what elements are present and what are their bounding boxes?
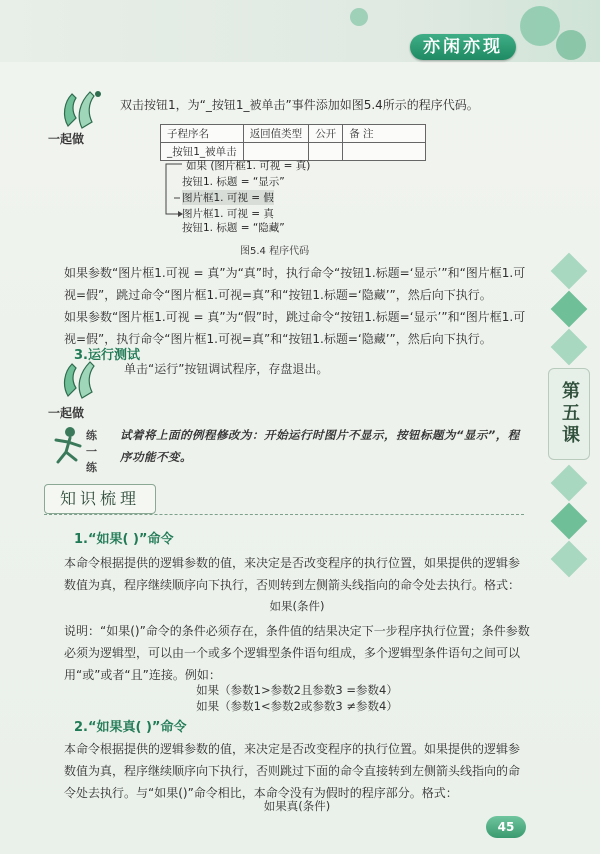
table-cell: _按钮1_被单击 bbox=[161, 143, 244, 161]
code-line: 如果 (图片框1. 可视 = 真) bbox=[186, 160, 311, 172]
decor-diamond bbox=[551, 465, 588, 502]
paragraph-false-case: 如果参数“图片框1.可视 = 真”为“假”时，跳过命令“按钮1.标题=‘显示’”和“图片框1.可视=假”，执行命令“图片框1.可视=真”和“按钮1.标题=‘隐藏’”，然后向下执行。 bbox=[64, 310, 526, 346]
code-line: 图片框1. 可视 = 假 bbox=[182, 192, 274, 204]
section-heading: 1.“如果( )”命令 bbox=[74, 532, 174, 547]
table-header: 子程序名 bbox=[161, 125, 244, 143]
table-header-row bbox=[161, 125, 426, 143]
table-header: 备 注 bbox=[343, 125, 426, 143]
hands-icon bbox=[58, 86, 112, 132]
paragraph: 说明：“如果()”命令的条件必须存在，条件值的结果决定下一步程序执行位置；条件参数必须为逻辑型，可以由一个或多个逻辑型条件语句组成，多个逻辑型条件语句之间可以用“或”或者“且”连接。例如： bbox=[64, 624, 530, 682]
decor-diamond bbox=[551, 503, 588, 540]
format-line: 如果真(条件) bbox=[263, 799, 331, 813]
table-cell bbox=[343, 143, 426, 161]
section-title: 知识梳理 bbox=[44, 484, 156, 514]
exercise-figure-icon bbox=[50, 426, 84, 466]
figure-caption: 图5.4 程序代码 bbox=[240, 246, 310, 257]
header-badge: 亦闲亦现 bbox=[410, 34, 516, 60]
section-heading: 2.“如果真( )”命令 bbox=[74, 720, 187, 735]
decor-diamond bbox=[551, 329, 588, 366]
page-number: 45 bbox=[486, 816, 526, 838]
intro-text: 双击按钮1，为“_按钮1_被单击”事件添加如图5.4所示的程序代码。 bbox=[120, 98, 479, 112]
example-line: 如果（参数1>参数2且参数3 =参数4） bbox=[196, 683, 398, 697]
decor-dot bbox=[520, 6, 560, 46]
together-do-label: 一起做 bbox=[48, 406, 85, 420]
practice-text: 试着将上面的例程修改为：开始运行时图片不显示，按钮标题为“显示”，程序功能不变。 bbox=[120, 428, 520, 464]
format-line: 如果(条件) bbox=[269, 599, 325, 613]
table-header: 公开 bbox=[309, 125, 343, 143]
table-header: 返回值类型 bbox=[243, 125, 309, 143]
code-line: 按钮1. 标题 = “显示” bbox=[182, 176, 285, 188]
decor-diamond bbox=[551, 253, 588, 290]
together-do-label: 一起做 bbox=[48, 132, 85, 146]
paragraph-true-case: 如果参数“图片框1.可视 = 真”为“真”时，执行命令“按钮1.标题=‘显示’”和“图片框1.可视=假”，跳过命令“图片框1.可视=真”和“按钮1.标题=‘隐藏’”，然后向下执行。 bbox=[64, 266, 526, 302]
code-line: 按钮1. 标题 = “隐藏” bbox=[182, 222, 285, 234]
decor-dot bbox=[556, 30, 586, 60]
hands-icon bbox=[58, 356, 112, 402]
decor-diamond bbox=[551, 541, 588, 578]
example-line: 如果（参数1<参数2或参数3 ≠参数4） bbox=[196, 699, 398, 713]
lesson-tab: 第五课 bbox=[548, 368, 590, 460]
practice-label: 练一练 bbox=[86, 429, 97, 474]
paragraph: 本命令根据提供的逻辑参数的值，来决定是否改变程序的执行位置，如果提供的逻辑参数值为真，程序继续顺序向下执行，否则转到左侧箭头线指向的命令处去执行。格式： bbox=[64, 556, 521, 592]
divider bbox=[44, 514, 524, 515]
code-block bbox=[160, 156, 350, 236]
step-text: 单击“运行”按钮调试程序，存盘退出。 bbox=[124, 362, 329, 376]
decor-diamond bbox=[551, 291, 588, 328]
code-line: 图片框1. 可视 = 真 bbox=[182, 208, 274, 220]
decor-dot bbox=[350, 8, 368, 26]
step-heading: 3.运行测试 bbox=[74, 348, 140, 363]
paragraph: 本命令根据提供的逻辑参数的值，来决定是否改变程序的执行位置。如果提供的逻辑参数值为真，程序继续顺序向下执行，否则跳过下面的命令直接转到左侧箭头线指向的命令处去执行。与“如果()”命令相比，本命令没有为假时的程序部分。格式： bbox=[64, 742, 521, 800]
